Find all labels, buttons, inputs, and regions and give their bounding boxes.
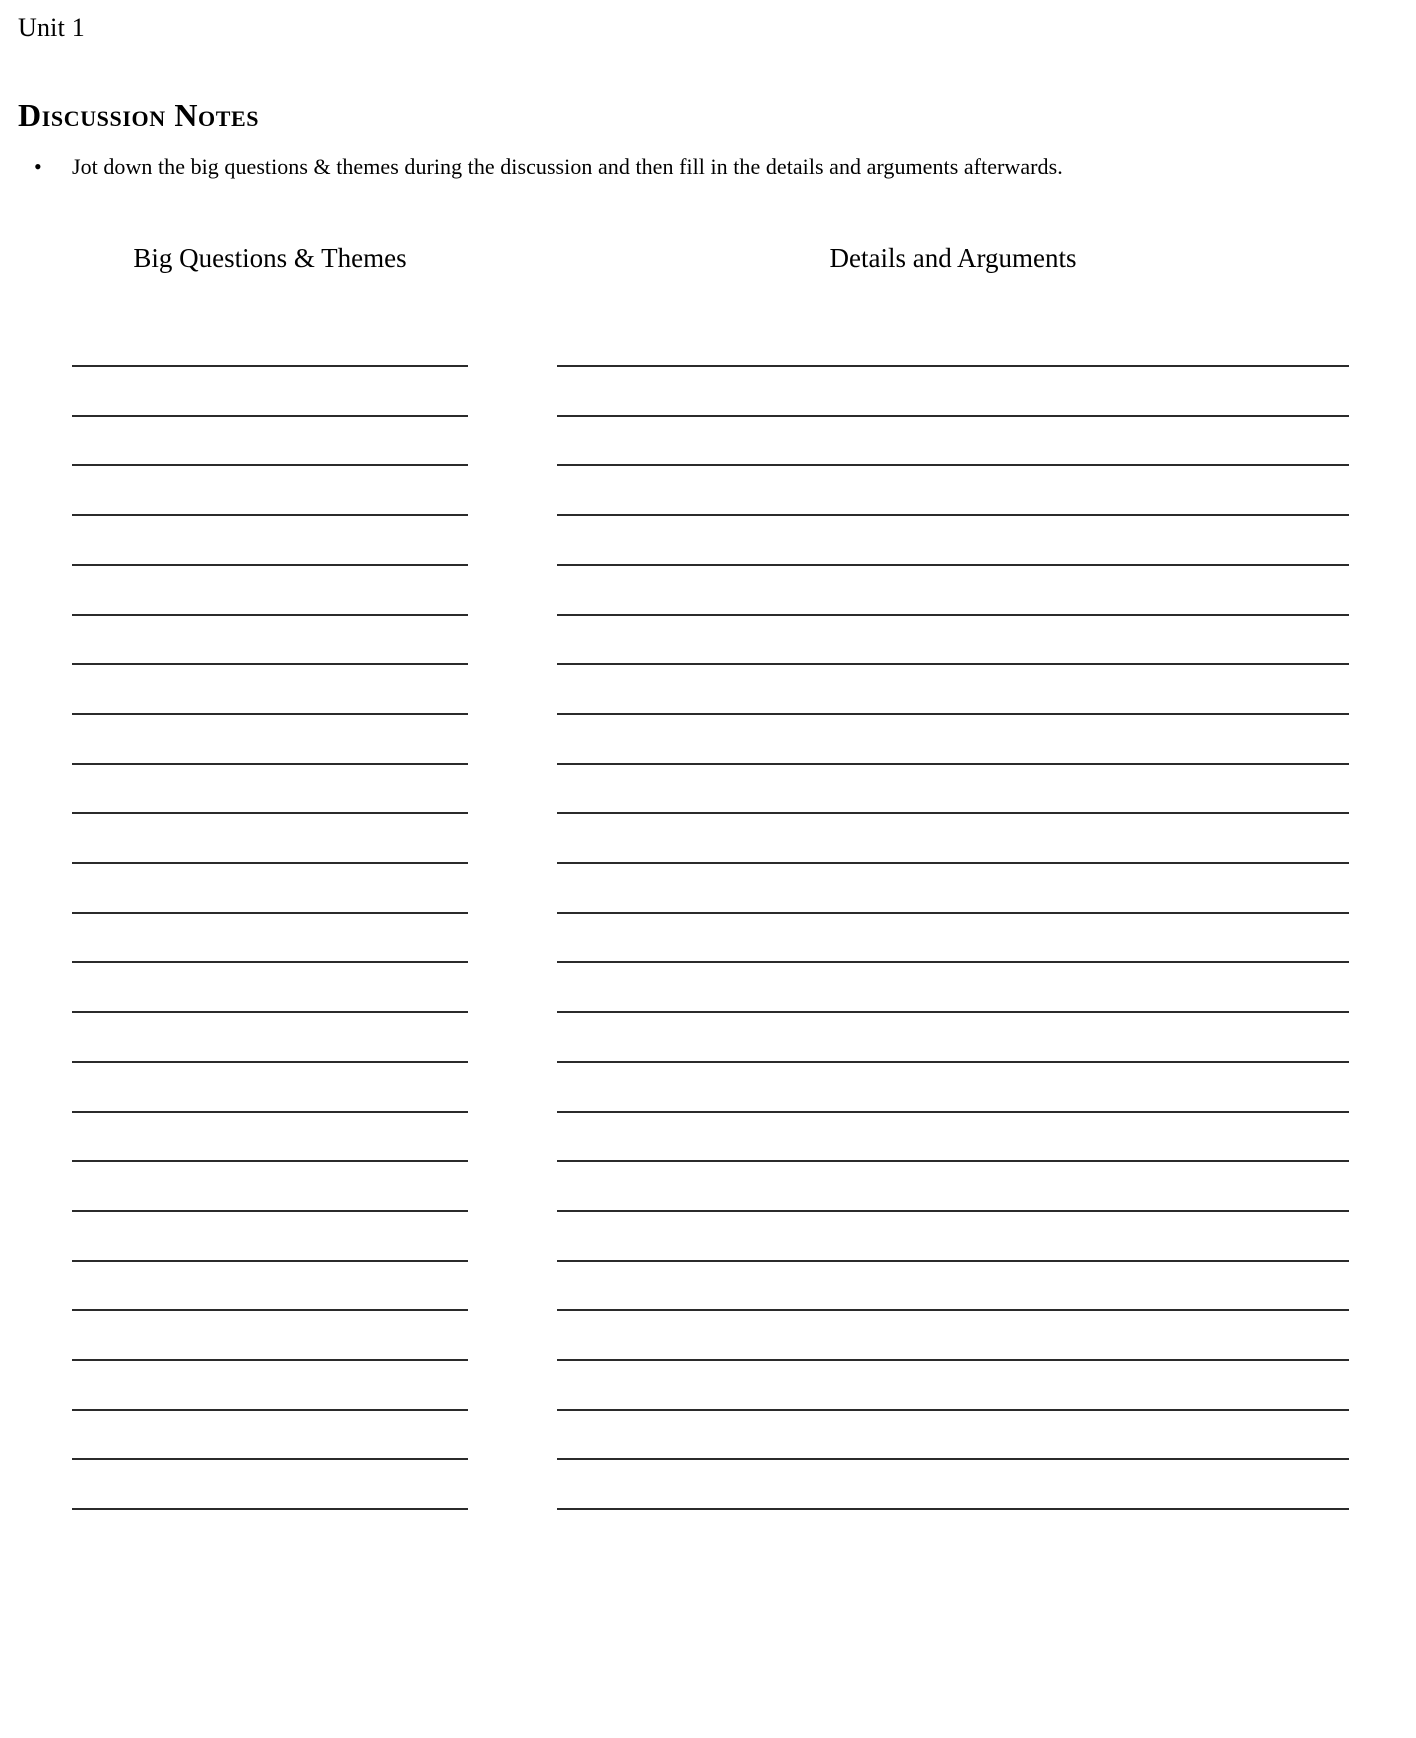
- writing-line-details-and-arguments[interactable]: [557, 812, 1349, 814]
- writing-line-row: [0, 1061, 1416, 1064]
- writing-line-big-questions-themes[interactable]: [72, 614, 468, 616]
- writing-line-row: [0, 862, 1416, 865]
- writing-line-row: [0, 961, 1416, 964]
- writing-line-row: [0, 1111, 1416, 1114]
- writing-line-big-questions-themes[interactable]: [72, 1508, 468, 1510]
- writing-line-details-and-arguments[interactable]: [557, 1011, 1349, 1013]
- writing-line-row: [0, 1359, 1416, 1362]
- writing-line-row: [0, 1210, 1416, 1213]
- writing-line-big-questions-themes[interactable]: [72, 1111, 468, 1113]
- writing-line-details-and-arguments[interactable]: [557, 1409, 1349, 1411]
- writing-line-big-questions-themes[interactable]: [72, 365, 468, 367]
- writing-line-details-and-arguments[interactable]: [557, 663, 1349, 665]
- writing-line-big-questions-themes[interactable]: [72, 713, 468, 715]
- writing-line-row: [0, 1458, 1416, 1461]
- writing-line-details-and-arguments[interactable]: [557, 1359, 1349, 1361]
- writing-line-details-and-arguments[interactable]: [557, 464, 1349, 466]
- writing-line-details-and-arguments[interactable]: [557, 365, 1349, 367]
- writing-line-details-and-arguments[interactable]: [557, 1210, 1349, 1212]
- writing-line-big-questions-themes[interactable]: [72, 663, 468, 665]
- writing-line-details-and-arguments[interactable]: [557, 564, 1349, 566]
- writing-line-details-and-arguments[interactable]: [557, 514, 1349, 516]
- writing-line-row: [0, 1508, 1416, 1511]
- writing-line-big-questions-themes[interactable]: [72, 464, 468, 466]
- writing-line-row: [0, 514, 1416, 517]
- column-heading-details-arguments: Details and Arguments: [829, 243, 1077, 273]
- writing-line-big-questions-themes[interactable]: [72, 1309, 468, 1311]
- writing-line-row: [0, 614, 1416, 617]
- writing-line-row: [0, 663, 1416, 666]
- writing-line-big-questions-themes[interactable]: [72, 564, 468, 566]
- writing-line-row: [0, 415, 1416, 418]
- writing-line-big-questions-themes[interactable]: [72, 1210, 468, 1212]
- writing-line-details-and-arguments[interactable]: [557, 614, 1349, 616]
- column-heading-big-questions: Big Questions & Themes: [133, 243, 407, 273]
- writing-line-row: [0, 912, 1416, 915]
- writing-line-big-questions-themes[interactable]: [72, 1458, 468, 1460]
- writing-line-big-questions-themes[interactable]: [72, 1011, 468, 1013]
- writing-line-row: [0, 464, 1416, 467]
- instruction-text: Jot down the big questions & themes during the discussion and then fill in the details and arguments afterwards.: [72, 154, 1063, 179]
- writing-line-big-questions-themes[interactable]: [72, 1359, 468, 1361]
- bullet-point-icon: •: [34, 154, 42, 179]
- writing-line-big-questions-themes[interactable]: [72, 1160, 468, 1162]
- writing-line-details-and-arguments[interactable]: [557, 1260, 1349, 1262]
- instruction-bullet-item: [18, 152, 1358, 182]
- writing-line-big-questions-themes[interactable]: [72, 912, 468, 914]
- writing-line-details-and-arguments[interactable]: [557, 1160, 1349, 1162]
- writing-line-details-and-arguments[interactable]: [557, 1309, 1349, 1311]
- writing-line-details-and-arguments[interactable]: [557, 1508, 1349, 1510]
- writing-line-big-questions-themes[interactable]: [72, 862, 468, 864]
- writing-line-row: [0, 713, 1416, 716]
- writing-line-details-and-arguments[interactable]: [557, 1458, 1349, 1460]
- writing-line-row: [0, 763, 1416, 766]
- writing-line-details-and-arguments[interactable]: [557, 415, 1349, 417]
- writing-line-details-and-arguments[interactable]: [557, 912, 1349, 914]
- writing-line-details-and-arguments[interactable]: [557, 713, 1349, 715]
- writing-line-big-questions-themes[interactable]: [72, 514, 468, 516]
- writing-line-big-questions-themes[interactable]: [72, 763, 468, 765]
- writing-line-row: [0, 1309, 1416, 1312]
- unit-label: Unit 1: [18, 13, 85, 42]
- writing-line-details-and-arguments[interactable]: [557, 961, 1349, 963]
- writing-line-big-questions-themes[interactable]: [72, 812, 468, 814]
- writing-line-big-questions-themes[interactable]: [72, 961, 468, 963]
- writing-line-details-and-arguments[interactable]: [557, 763, 1349, 765]
- writing-line-details-and-arguments[interactable]: [557, 862, 1349, 864]
- writing-line-big-questions-themes[interactable]: [72, 415, 468, 417]
- writing-line-details-and-arguments[interactable]: [557, 1111, 1349, 1113]
- page-title: Discussion Notes: [18, 97, 260, 133]
- writing-line-row: [0, 365, 1416, 368]
- writing-line-big-questions-themes[interactable]: [72, 1260, 468, 1262]
- writing-line-big-questions-themes[interactable]: [72, 1409, 468, 1411]
- writing-line-big-questions-themes[interactable]: [72, 1061, 468, 1063]
- writing-line-row: [0, 1260, 1416, 1263]
- writing-line-row: [0, 1409, 1416, 1412]
- writing-line-row: [0, 564, 1416, 567]
- writing-line-row: [0, 1160, 1416, 1163]
- writing-line-row: [0, 812, 1416, 815]
- writing-line-row: [0, 1011, 1416, 1014]
- writing-line-details-and-arguments[interactable]: [557, 1061, 1349, 1063]
